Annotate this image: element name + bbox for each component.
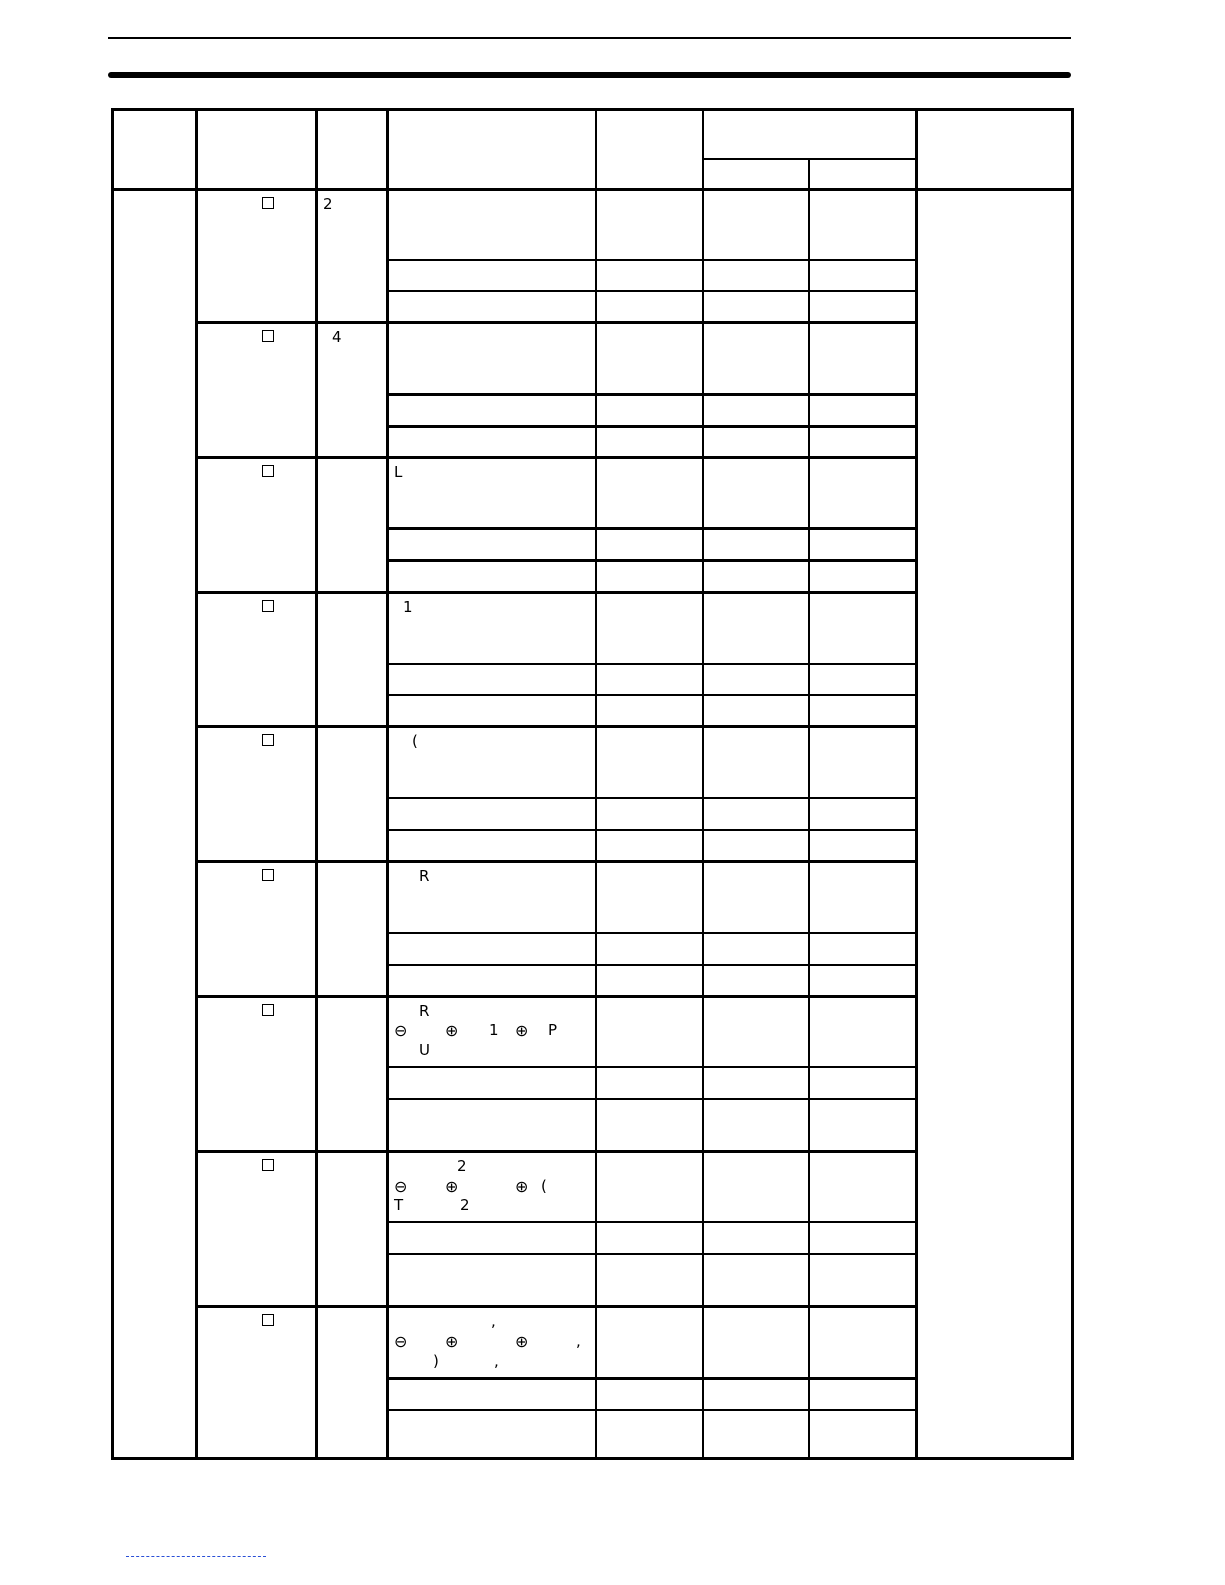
group-sep-8 — [196, 1305, 916, 1308]
header-thin-rule — [108, 37, 1071, 39]
sub-row-line — [387, 932, 916, 934]
desc-fragment: 1 — [403, 598, 413, 616]
desc-fragment: 2 — [457, 1157, 467, 1175]
plus-circle-icon: ⊕ — [515, 1177, 529, 1196]
group-sep-5 — [196, 860, 916, 863]
spec-table — [111, 108, 1074, 1460]
desc-fragment: ( — [412, 732, 418, 750]
sub-row-line — [387, 829, 916, 831]
minus-circle-icon: ⊖ — [394, 1021, 408, 1040]
col3-value: 2 — [323, 195, 333, 213]
desc-fragment: R — [419, 1002, 430, 1020]
footer-link[interactable] — [126, 1556, 266, 1558]
group-sep-3 — [196, 591, 916, 594]
checkbox-row-4[interactable] — [262, 600, 274, 612]
desc-fragment: 1 — [489, 1021, 499, 1039]
group-sep-4 — [196, 725, 916, 728]
sub-row-line — [387, 1377, 916, 1380]
sub-row-line — [387, 964, 916, 966]
group-sep-6 — [196, 995, 916, 998]
desc-fragment: , — [494, 1352, 499, 1370]
sub-row-line — [387, 1409, 916, 1411]
col-line-7 — [915, 108, 918, 1460]
col-line-5 — [702, 108, 704, 1460]
desc-fragment: ) — [433, 1352, 439, 1370]
checkbox-row-2[interactable] — [262, 330, 274, 342]
desc-fragment: L — [394, 463, 403, 481]
col-line-2 — [315, 108, 318, 1460]
plus-circle-icon: ⊕ — [515, 1021, 529, 1040]
plus-circle-icon: ⊕ — [445, 1332, 459, 1351]
sub-row-line — [387, 1066, 916, 1068]
checkbox-row-1[interactable] — [262, 197, 274, 209]
minus-circle-icon: ⊖ — [394, 1177, 408, 1196]
group-sep-2 — [196, 456, 916, 459]
sub-row-line — [387, 663, 916, 665]
col-line-3 — [386, 108, 389, 1460]
col3-value: 4 — [332, 328, 342, 346]
checkbox-row-3[interactable] — [262, 465, 274, 477]
sub-row-line — [387, 393, 916, 396]
sub-row-line — [387, 559, 916, 562]
group-sep-1 — [196, 321, 916, 324]
desc-fragment: ( — [541, 1177, 547, 1195]
header-thick-rule — [108, 72, 1071, 78]
table-header-divider — [111, 188, 1074, 191]
group-sep-7 — [196, 1150, 916, 1153]
sub-row-line — [387, 694, 916, 696]
sub-row-line — [387, 1098, 916, 1100]
desc-fragment: U — [419, 1041, 430, 1059]
checkbox-row-6[interactable] — [262, 869, 274, 881]
sub-row-line — [387, 290, 916, 292]
plus-circle-icon: ⊕ — [445, 1177, 459, 1196]
checkbox-row-7[interactable] — [262, 1004, 274, 1016]
checkbox-row-5[interactable] — [262, 734, 274, 746]
desc-fragment: 2 — [460, 1196, 470, 1214]
sub-row-line — [387, 797, 916, 799]
col-line-6 — [808, 158, 810, 1460]
desc-fragment: R — [419, 867, 430, 885]
desc-fragment: , — [491, 1312, 496, 1330]
sub-row-line — [387, 527, 916, 530]
sub-row-line — [387, 1253, 916, 1255]
checkbox-row-8[interactable] — [262, 1159, 274, 1171]
col-line-4 — [595, 108, 597, 1460]
minus-circle-icon: ⊖ — [394, 1332, 408, 1351]
plus-circle-icon: ⊕ — [445, 1021, 459, 1040]
sub-row-line — [387, 425, 916, 428]
checkbox-row-9[interactable] — [262, 1314, 274, 1326]
desc-fragment: P — [548, 1021, 558, 1039]
desc-fragment: T — [394, 1196, 404, 1214]
col-line-1 — [195, 108, 198, 1460]
plus-circle-icon: ⊕ — [515, 1332, 529, 1351]
desc-fragment: , — [576, 1332, 581, 1350]
sub-row-line — [387, 259, 916, 261]
sub-row-line — [387, 1221, 916, 1223]
